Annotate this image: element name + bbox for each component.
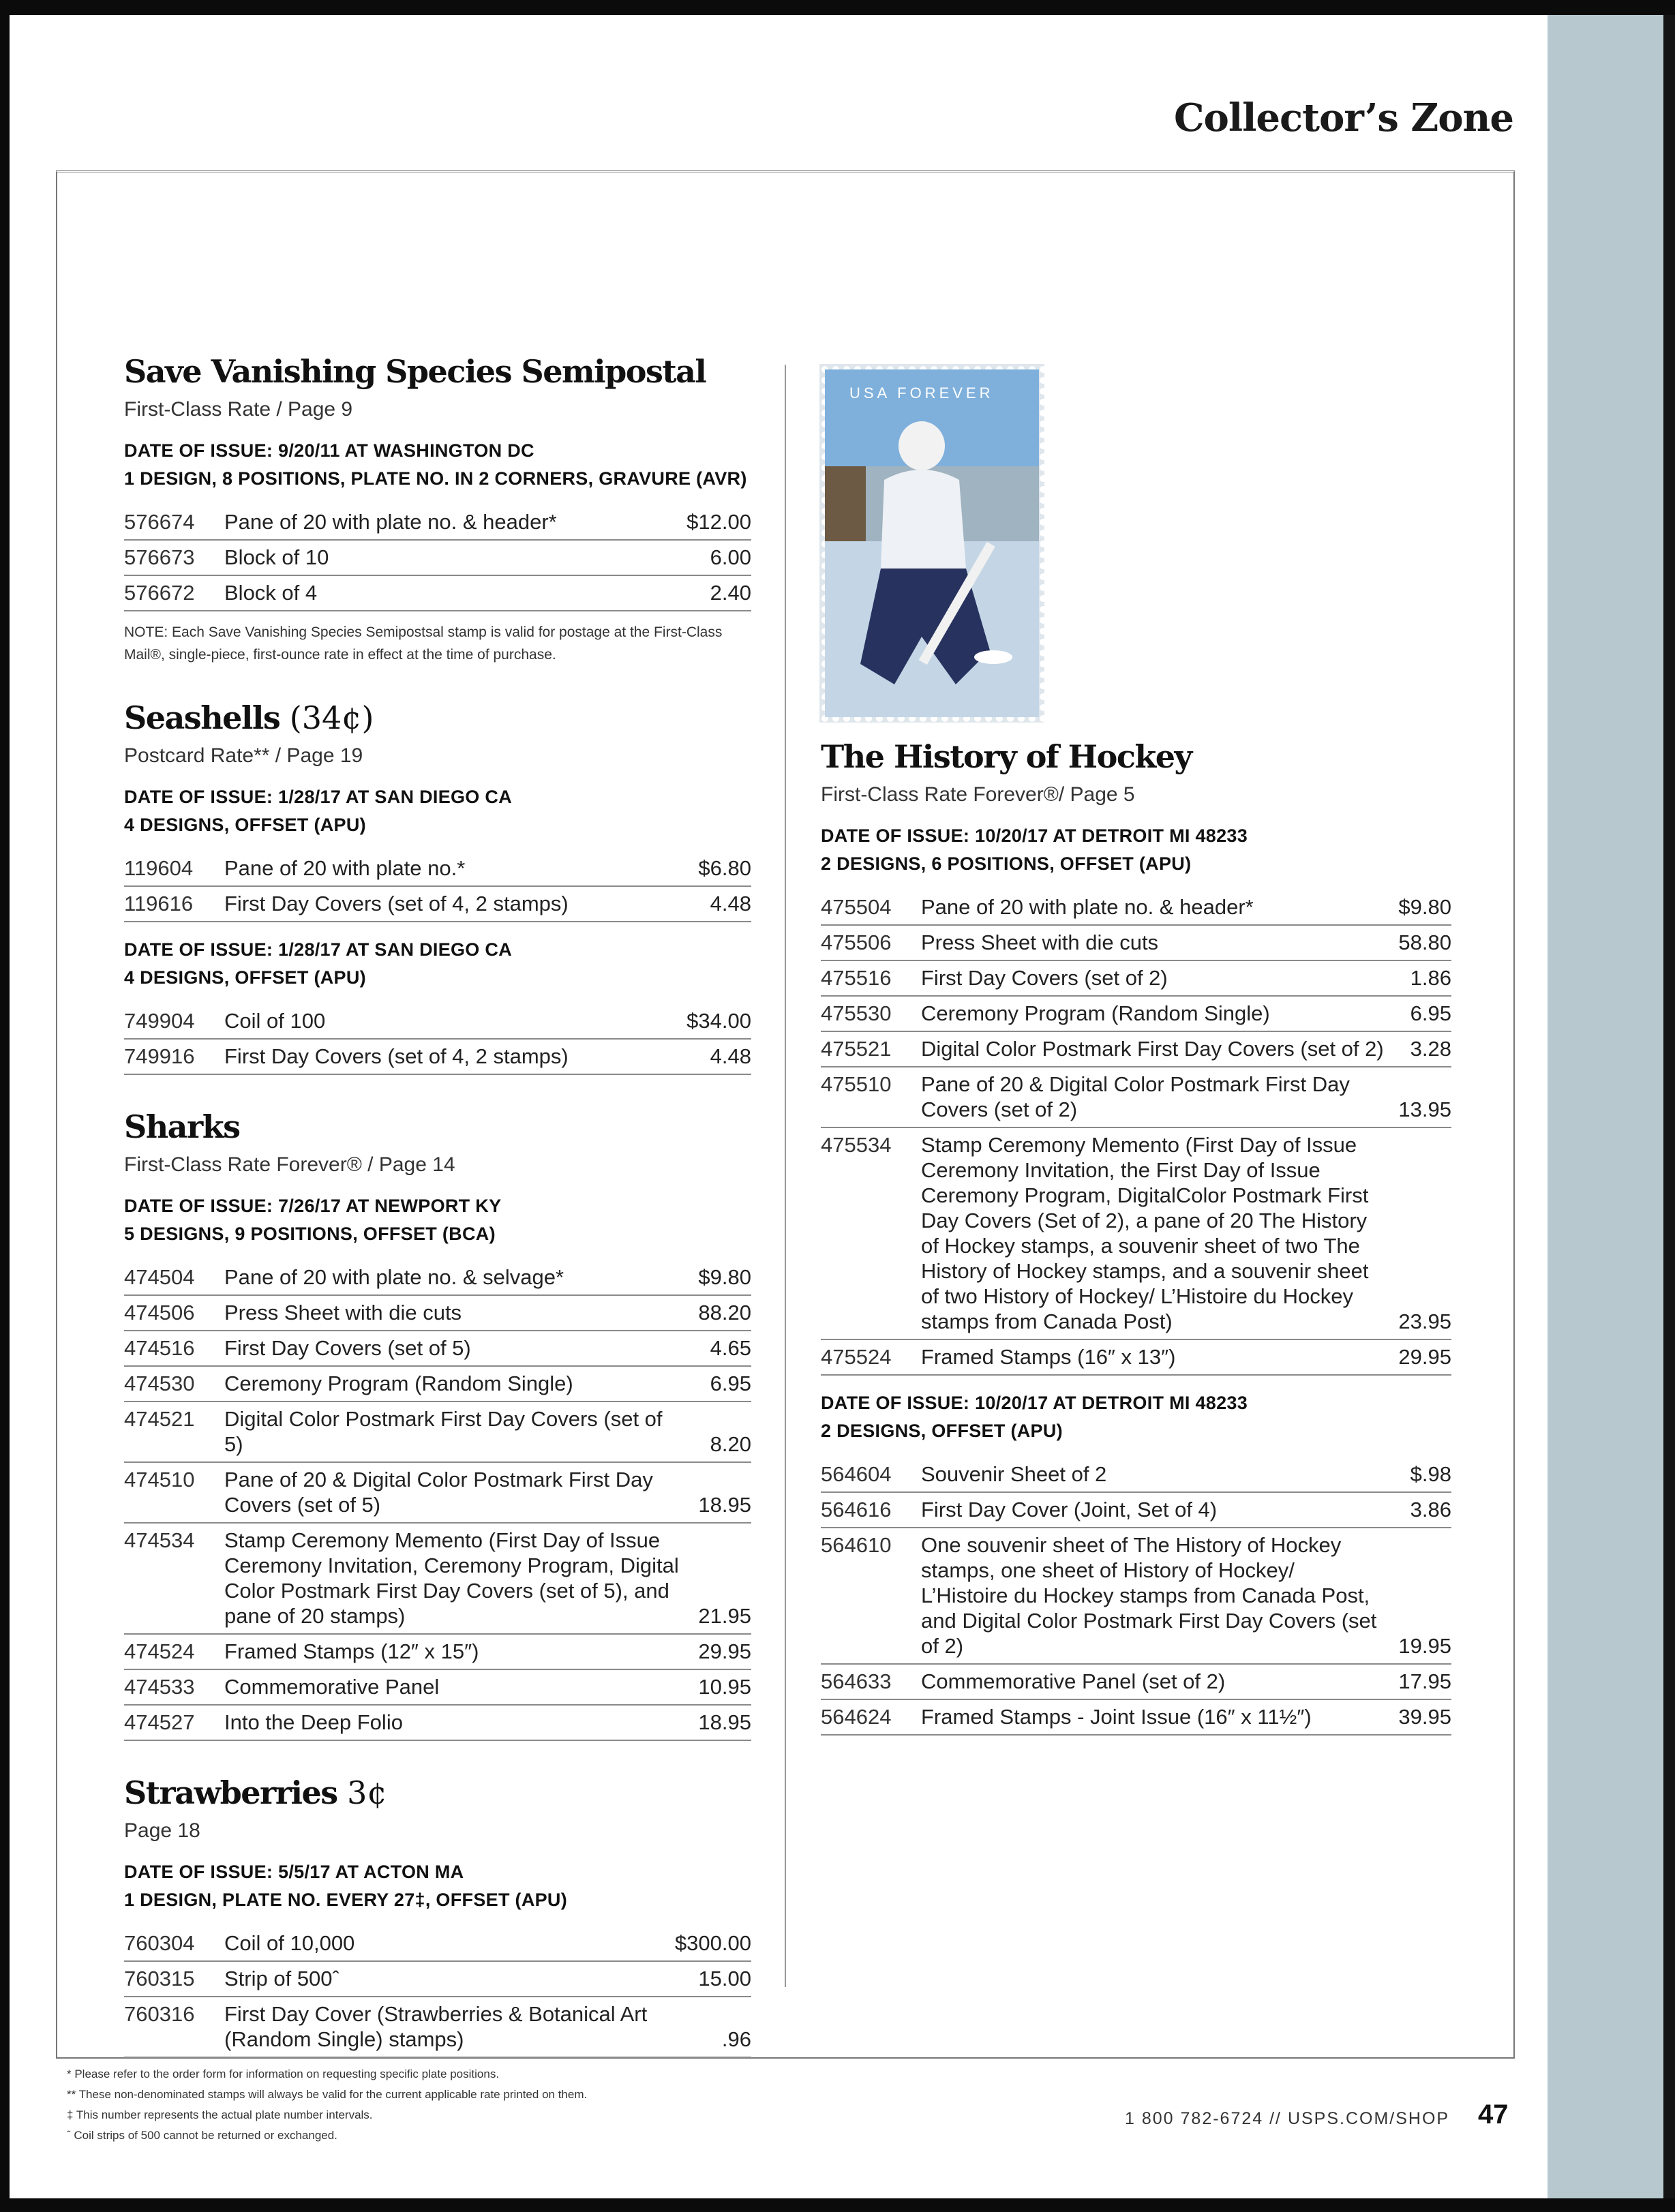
- table-row: [124, 1040, 751, 1075]
- hockey-stamp-image: [819, 364, 1044, 723]
- section-subtitle: Postcard Rate** / Page 19: [124, 744, 363, 767]
- item-description: Press Sheet with die cuts: [921, 930, 1159, 954]
- item-number: 564604: [821, 1462, 892, 1486]
- contact-info: 1 800 782-6724 // USPS.COM/SHOP: [1125, 2109, 1450, 2128]
- item-description: Pane of 20 & Digital Color Postmark First Day Covers (set of 5): [224, 1468, 653, 1517]
- item-price: 6.95: [710, 1372, 751, 1395]
- item-description: Strip of 500ˆ: [224, 1967, 339, 1990]
- product-section: [124, 1106, 751, 1741]
- table-row: [124, 1706, 751, 1741]
- item-price: 15.00: [698, 1967, 751, 1990]
- item-number: 475521: [821, 1037, 892, 1061]
- item-number: 749904: [124, 1009, 195, 1033]
- section-title-text: Sharks: [124, 1108, 240, 1145]
- scan-edge-right-tab: [1548, 15, 1675, 2198]
- item-number: 564633: [821, 1669, 892, 1693]
- item-description: First Day Covers (set of 2): [921, 966, 1168, 990]
- product-table: [124, 505, 751, 611]
- item-price: 6.00: [710, 545, 751, 569]
- item-number: 475524: [821, 1345, 892, 1369]
- page-title: Collector’s Zone: [1173, 95, 1513, 140]
- item-price: 23.95: [1398, 1309, 1451, 1333]
- item-price: $.98: [1410, 1462, 1451, 1486]
- item-number: 474524: [124, 1639, 195, 1663]
- product-table: [124, 1260, 751, 1741]
- issue-line: DATE OF ISSUE: 10/20/17 AT DETROIT MI 48233: [821, 825, 1248, 846]
- item-price: 4.48: [710, 892, 751, 915]
- item-price: 19.95: [1398, 1634, 1451, 1658]
- issue-info: [821, 822, 1451, 878]
- column-divider: [785, 365, 786, 1987]
- item-price: 3.86: [1410, 1498, 1451, 1521]
- issue-line: 4 DESIGNS, OFFSET (APU): [124, 815, 366, 835]
- item-price: 6.95: [1410, 1001, 1451, 1025]
- table-row: [124, 1635, 751, 1670]
- table-row: [821, 1340, 1451, 1376]
- item-number: 119604: [124, 856, 194, 880]
- item-price: 21.95: [698, 1604, 751, 1628]
- item-description: Digital Color Postmark First Day Covers (set of 5): [224, 1407, 663, 1456]
- table-row: [821, 1700, 1451, 1736]
- table-row: [821, 1128, 1451, 1340]
- table-row: [124, 1926, 751, 1962]
- item-description: Block of 4: [224, 581, 318, 605]
- section-note: NOTE: Each Save Vanishing Species Semipostsal stamp is valid for postage at the First-Class Mail®, single-piece, first-ounce rate in effect at the time of purchase.: [124, 624, 723, 663]
- table-row: [821, 1032, 1451, 1067]
- product-table: [124, 851, 751, 922]
- item-description: Digital Color Postmark First Day Covers (set of 2): [921, 1037, 1384, 1061]
- item-number: 474506: [124, 1301, 195, 1324]
- table-row: [124, 576, 751, 611]
- table-row: [124, 1331, 751, 1367]
- item-number: 576672: [124, 581, 195, 605]
- scan-edge-right: [1663, 15, 1675, 2198]
- item-number: 474533: [124, 1675, 195, 1699]
- section-title-text: Save Vanishing Species Semipostal: [124, 353, 706, 390]
- item-description: Coil of 100: [224, 1009, 326, 1033]
- issue-info: [124, 1858, 751, 1914]
- item-price: $34.00: [686, 1009, 751, 1033]
- table-row: [124, 1004, 751, 1040]
- item-description: Souvenir Sheet of 2: [921, 1462, 1107, 1486]
- item-description: Ceremony Program (Random Single): [921, 1001, 1270, 1025]
- item-description: First Day Covers (set of 5): [224, 1336, 471, 1360]
- table-row: [124, 1296, 751, 1331]
- item-number: 474527: [124, 1710, 195, 1734]
- issue-info: [124, 1192, 751, 1248]
- product-section: [124, 697, 751, 1075]
- product-section: [821, 736, 1451, 1736]
- item-number: 749916: [124, 1044, 195, 1068]
- item-description: Pane of 20 with plate no. & selvage*: [224, 1265, 564, 1289]
- section-title-text: Strawberries: [124, 1774, 337, 1811]
- issue-line: 5 DESIGNS, 9 POSITIONS, OFFSET (BCA): [124, 1224, 496, 1244]
- item-number: 475530: [821, 1001, 892, 1025]
- item-price: 4.48: [710, 1044, 751, 1068]
- item-description: Pane of 20 with plate no. & header*: [921, 895, 1254, 919]
- left-column: [124, 351, 751, 2089]
- section-title-text: Seashells: [124, 699, 280, 736]
- item-number: 564616: [821, 1498, 892, 1521]
- item-price: 17.95: [1398, 1669, 1451, 1693]
- item-number: 576674: [124, 510, 195, 534]
- footnote: ** These non-denominated stamps will always be valid for the current applicable rate printed on them.: [67, 2088, 588, 2101]
- issue-line: DATE OF ISSUE: 1/28/17 AT SAN DIEGO CA: [124, 787, 512, 807]
- item-description: Commemorative Panel: [224, 1675, 440, 1699]
- item-number: 760304: [124, 1931, 195, 1955]
- product-table: [821, 1457, 1451, 1736]
- issue-info: [821, 1389, 1451, 1445]
- table-row: [821, 1665, 1451, 1700]
- item-price: $300.00: [674, 1931, 751, 1955]
- item-price: 58.80: [1398, 930, 1451, 954]
- item-price: 8.20: [710, 1432, 751, 1456]
- item-number: 475506: [821, 930, 892, 954]
- section-title-suffix: 3¢: [347, 1774, 387, 1811]
- item-number: 475516: [821, 966, 892, 990]
- item-price: 3.28: [1410, 1037, 1451, 1061]
- item-description: Press Sheet with die cuts: [224, 1301, 462, 1324]
- issue-line: DATE OF ISSUE: 7/26/17 AT NEWPORT KY: [124, 1196, 502, 1216]
- section-subtitle: First-Class Rate Forever®/ Page 5: [821, 783, 1135, 806]
- table-row: [821, 890, 1451, 926]
- scan-edge-top: [0, 0, 1675, 15]
- table-row: [124, 1260, 751, 1296]
- item-number: 564624: [821, 1705, 892, 1729]
- item-price: 18.95: [698, 1493, 751, 1517]
- item-price: 4.65: [710, 1336, 751, 1360]
- issue-line: DATE OF ISSUE: 5/5/17 AT ACTON MA: [124, 1862, 464, 1882]
- scan-edge-bottom: [0, 2198, 1675, 2212]
- item-number: 119616: [124, 892, 194, 915]
- section-title: [821, 736, 1451, 777]
- table-row: [124, 1524, 751, 1635]
- table-row: [821, 961, 1451, 997]
- item-price: 1.86: [1410, 966, 1451, 990]
- item-price: 29.95: [698, 1639, 751, 1663]
- issue-line: DATE OF ISSUE: 1/28/17 AT SAN DIEGO CA: [124, 939, 512, 960]
- item-description: First Day Cover (Joint, Set of 4): [921, 1498, 1218, 1521]
- table-row: [821, 926, 1451, 961]
- issue-info: [124, 783, 751, 839]
- item-description: Framed Stamps (12″ x 15″): [224, 1639, 479, 1663]
- table-row: [124, 541, 751, 576]
- section-title-text: The History of Hockey: [821, 738, 1192, 775]
- footnotes: [67, 2064, 587, 2146]
- section-subtitle: Page 18: [124, 1819, 200, 1842]
- issue-info: [124, 437, 751, 493]
- item-price: 88.20: [698, 1301, 751, 1324]
- item-description: Pane of 20 & Digital Color Postmark First Day Covers (set of 2): [921, 1072, 1350, 1121]
- item-number: 564610: [821, 1533, 892, 1557]
- item-description: Framed Stamps - Joint Issue (16″ x 11½″): [921, 1705, 1312, 1729]
- scan-edge-left: [0, 0, 10, 2212]
- stamp-label: USA FOREVER: [849, 384, 994, 402]
- table-row: [124, 1463, 751, 1524]
- item-description: First Day Covers (set of 4, 2 stamps): [224, 892, 569, 915]
- item-number: 474521: [124, 1407, 195, 1431]
- item-number: 475534: [821, 1133, 892, 1157]
- item-price: $12.00: [686, 510, 751, 534]
- item-number: 474534: [124, 1528, 195, 1552]
- footnote: * Please refer to the order form for information on requesting specific plate positions.: [67, 2067, 500, 2080]
- item-description: Pane of 20 with plate no. & header*: [224, 510, 557, 534]
- item-price: 10.95: [698, 1675, 751, 1699]
- item-price: 13.95: [1398, 1097, 1451, 1121]
- section-title: [124, 351, 751, 392]
- item-description: Coil of 10,000: [224, 1931, 355, 1955]
- item-description: One souvenir sheet of The History of Hockey stamps, one sheet of History of Hockey/ L’Histoire du Hockey stamps from Canada Post, and Digital Color Postmark First Day Covers (set of 2): [921, 1533, 1377, 1658]
- section-title: [124, 1772, 751, 1813]
- section-title-suffix: (34¢): [289, 699, 374, 736]
- table-row: [821, 1493, 1451, 1528]
- item-price: $9.80: [1398, 895, 1451, 919]
- item-description: Pane of 20 with plate no.*: [224, 856, 466, 880]
- table-row: [124, 1402, 751, 1463]
- item-number: 475510: [821, 1072, 892, 1096]
- table-row: [124, 851, 751, 887]
- table-row: [124, 1367, 751, 1402]
- item-price: 2.40: [710, 581, 751, 605]
- table-row: [821, 1067, 1451, 1128]
- item-description: First Day Covers (set of 4, 2 stamps): [224, 1044, 569, 1068]
- footnote: ‡ This number represents the actual plate number intervals.: [67, 2108, 373, 2121]
- issue-info: [124, 936, 751, 992]
- table-row: [124, 505, 751, 541]
- table-row: [124, 1670, 751, 1706]
- product-table: [821, 890, 1451, 1376]
- issue-line: DATE OF ISSUE: 10/20/17 AT DETROIT MI 48233: [821, 1393, 1248, 1413]
- item-description: First Day Cover (Strawberries & Botanical Art (Random Single) stamps): [224, 2002, 648, 2051]
- item-description: Stamp Ceremony Memento (First Day of Issue Ceremony Invitation, Ceremony Program, Digital Color Postmark First Day Covers (set of 5), and pane of 20 stamps): [224, 1528, 679, 1628]
- item-description: Framed Stamps (16″ x 13″): [921, 1345, 1176, 1369]
- section-title: [124, 697, 751, 738]
- table-row: [821, 1457, 1451, 1493]
- product-table: [124, 1926, 751, 2058]
- product-section: [124, 351, 751, 666]
- item-number: 760316: [124, 2002, 195, 2026]
- item-price: $6.80: [698, 856, 751, 880]
- item-number: 474530: [124, 1372, 195, 1395]
- right-column: [821, 736, 1451, 1767]
- section-subtitle: First-Class Rate Forever® / Page 14: [124, 1153, 455, 1176]
- item-description: Block of 10: [224, 545, 329, 569]
- issue-line: 2 DESIGNS, OFFSET (APU): [821, 1421, 1063, 1441]
- section-title: [124, 1106, 751, 1147]
- item-number: 474504: [124, 1265, 195, 1289]
- item-price: 39.95: [1398, 1705, 1451, 1729]
- issue-line: DATE OF ISSUE: 9/20/11 AT WASHINGTON DC: [124, 440, 534, 461]
- item-description: Into the Deep Folio: [224, 1710, 403, 1734]
- item-price: 29.95: [1398, 1345, 1451, 1369]
- item-number: 474516: [124, 1336, 195, 1360]
- issue-line: 4 DESIGNS, OFFSET (APU): [124, 967, 366, 988]
- item-description: Commemorative Panel (set of 2): [921, 1669, 1226, 1693]
- table-row: [124, 1962, 751, 1997]
- item-number: 474510: [124, 1468, 195, 1491]
- product-table: [124, 1004, 751, 1075]
- table-row: [124, 887, 751, 922]
- table-row: [821, 997, 1451, 1032]
- table-row: [821, 1528, 1451, 1665]
- issue-line: 1 DESIGN, PLATE NO. EVERY 27‡, OFFSET (APU): [124, 1890, 568, 1910]
- issue-line: 1 DESIGN, 8 POSITIONS, PLATE NO. IN 2 CORNERS, GRAVURE (AVR): [124, 468, 747, 489]
- item-description: Ceremony Program (Random Single): [224, 1372, 573, 1395]
- issue-line: 2 DESIGNS, 6 POSITIONS, OFFSET (APU): [821, 853, 1192, 874]
- item-price: 18.95: [698, 1710, 751, 1734]
- footnote: ˆ Coil strips of 500 cannot be returned or exchanged.: [67, 2129, 337, 2142]
- product-section: [124, 1772, 751, 2058]
- item-description: Stamp Ceremony Memento (First Day of Issue Ceremony Invitation, the First Day of Issue Ceremony Program, DigitalColor Postmark First Day Covers (Set of 2), a pane of 20 The History of Hockey stamps, a souvenir sheet of two The History of Hockey stamps, and a souvenir sheet of two History of Hockey/ L’Histoire du Hockey stamps from Canada Post): [921, 1133, 1369, 1333]
- page-number: 47: [1478, 2100, 1509, 2130]
- item-price: $9.80: [698, 1265, 751, 1289]
- item-price: .96: [721, 2027, 751, 2051]
- item-number: 760315: [124, 1967, 195, 1990]
- section-subtitle: First-Class Rate / Page 9: [124, 398, 353, 421]
- table-row: [124, 1997, 751, 2058]
- item-number: 576673: [124, 545, 195, 569]
- item-number: 475504: [821, 895, 892, 919]
